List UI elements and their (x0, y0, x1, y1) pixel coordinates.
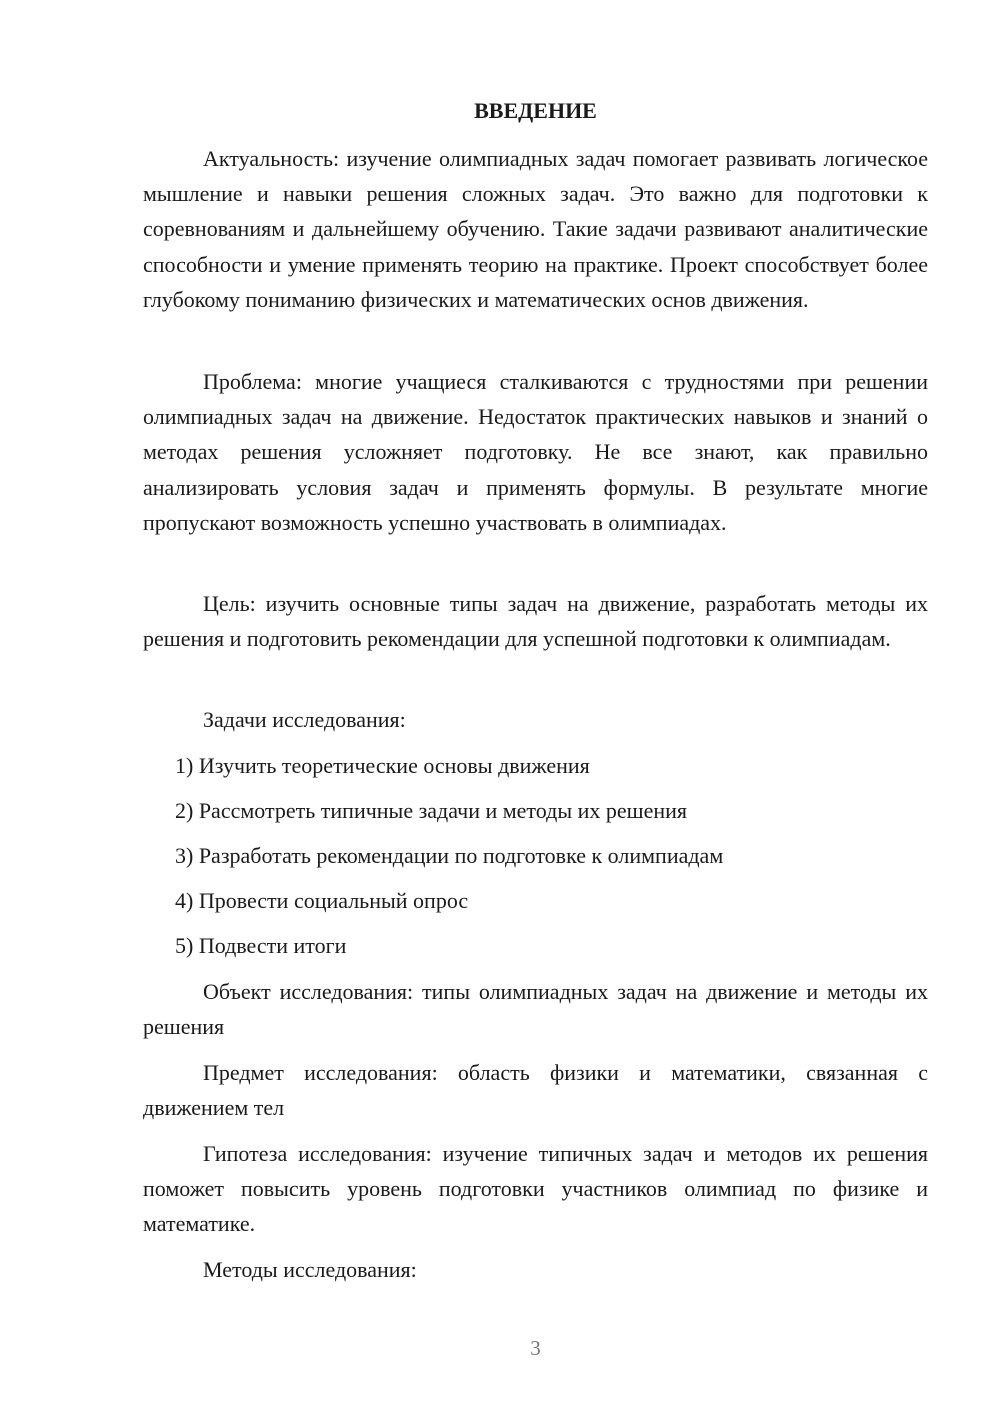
object-paragraph: Объект исследования: типы олимпиадных задач на движение и методы их решения (143, 979, 928, 1040)
goal-paragraph: Цель: изучить основные типы задач на движение, разработать методы их решения и подготовить рекомендации для успешной подготовки к олимпиадам. (143, 591, 928, 652)
hypothesis-paragraph: Гипотеза исследования: изучение типичных задач и методов их решения поможет повысить уровень подготовки участников олимпиад по физике и математике. (143, 1141, 928, 1237)
list-item: 4) Провести социальный опрос (175, 888, 469, 913)
methods-heading: Методы исследования: (203, 1257, 417, 1282)
list-item: 3) Разработать рекомендации по подготовке к олимпиадам (175, 843, 724, 868)
relevance-paragraph: Актуальность: изучение олимпиадных задач помогает развивать логическое мышление и навыки решения сложных задач. Это важно для подготовки к соревнованиям и дальнейшему обучению. Такие задачи развивают аналитические способности и умение применять теорию на практике. Проект способствует более глубокому пониманию физических и математических основ движения. (143, 146, 928, 312)
list-item: 5) Подвести итоги (175, 933, 347, 958)
tasks-heading: Задачи исследования: (203, 707, 406, 732)
document-page (143, 0, 928, 1414)
section-heading: ВВЕДЕНИЕ (474, 98, 597, 123)
page-number: 3 (530, 1336, 541, 1360)
list-item: 2) Рассмотреть типичные задачи и методы их решения (175, 798, 688, 823)
list-item: 1) Изучить теоретические основы движения (175, 753, 590, 778)
subject-paragraph: Предмет исследования: область физики и математики, связанная с движением тел (143, 1060, 928, 1121)
problem-paragraph: Проблема: многие учащиеся сталкиваются с трудностями при решении олимпиадных задач на движение. Недостаток практических навыков и знаний о методах решения усложняет подготовку. Не все знают, как правильно анализировать условия задач и применять формулы. В результате многие пропускают возможность успешно участвовать в олимпиадах. (143, 369, 928, 535)
